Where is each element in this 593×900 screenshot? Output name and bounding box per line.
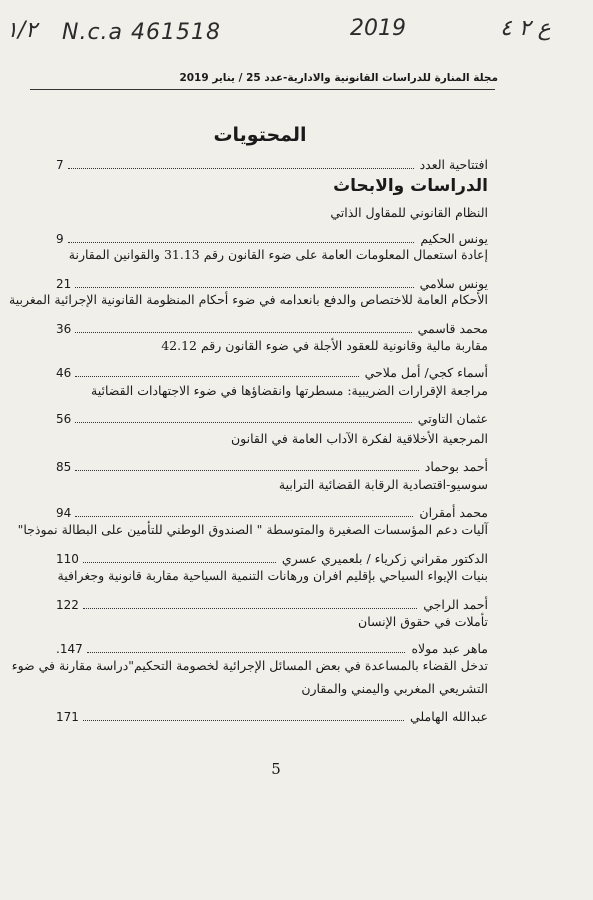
- toc-entry: [56, 702, 488, 724]
- handwritten-note: 2019: [350, 16, 406, 41]
- section-title: الدراسات والابحاث: [333, 176, 488, 196]
- toc-entry: [56, 358, 488, 380]
- dot-leader: [75, 274, 413, 288]
- toc-entry-title: المرجعية الأخلاقية لفكرة الآداب العامة في القانون: [230, 431, 488, 446]
- toc-entry: [56, 634, 488, 656]
- toc-page-number: 171: [56, 710, 79, 724]
- toc-author: أسماء كجي/ أمل ملاحي: [364, 365, 488, 380]
- toc-author: أحمد الراجي: [423, 597, 488, 612]
- dot-leader: [75, 457, 418, 471]
- contents-title: المحتويات: [213, 124, 307, 146]
- toc-entry: [56, 269, 488, 291]
- toc-author: محمد قاسمي: [417, 321, 488, 336]
- toc-entry-title: التشريعي المغربي واليمني والمقارن: [301, 681, 488, 696]
- dot-leader: [83, 549, 276, 563]
- toc-page-number: 85: [56, 460, 72, 474]
- toc-entry-title: مراجعة الإقرارات الضريبية: مسطرتها وانقضاؤها في ضوء الاجتهادات القضائية: [91, 383, 488, 398]
- dot-leader: [83, 595, 417, 609]
- header-divider: [30, 89, 495, 90]
- handwritten-note: N.c.a 461518: [62, 20, 221, 45]
- toc-page-number: 7: [56, 158, 64, 172]
- toc-page-number: 9: [56, 232, 64, 246]
- dot-leader: [83, 707, 404, 721]
- toc-author: عثمان التاوتي: [417, 411, 488, 426]
- toc-page-number: 94: [56, 506, 72, 520]
- toc-entry-title: النظام القانوني للمقاول الذاتي: [330, 205, 488, 220]
- toc-author: يونس سلامي: [419, 276, 488, 291]
- toc-entry-title: آليات دعم المؤسسات الصغيرة والمتوسطة " الصندوق الوطني للتأمين على البطالة نموذجا": [17, 522, 488, 537]
- toc-author: يونس الحكيم: [420, 231, 488, 246]
- dot-leader: [75, 363, 358, 377]
- toc-page-number: 46: [56, 366, 72, 380]
- toc-entry: [56, 590, 488, 612]
- toc-entry-title: إعادة استعمال المعلومات العامة على ضوء القانون رقم 31.13 والقوانين المقارنة: [68, 247, 488, 262]
- dot-leader: [75, 503, 413, 517]
- toc-entry-title: افتتاحية العدد: [419, 157, 488, 172]
- toc-entry-title: تأملات في حقوق الإنسان: [358, 614, 488, 629]
- toc-page-number: 56: [56, 412, 72, 426]
- handwritten-notes: [0, 14, 593, 54]
- toc-page-number: 110: [56, 552, 79, 566]
- dot-leader: [87, 639, 406, 653]
- toc-author: عبدالله الهاملي: [410, 709, 488, 724]
- toc-entry-title: سوسيو-اقتصادية الرقابة القضائية الترابية: [278, 477, 488, 492]
- dot-leader: [75, 409, 412, 423]
- toc-entry: [56, 452, 488, 474]
- toc-page-number: 36: [56, 322, 72, 336]
- handwritten-note: ١/٢: [6, 18, 38, 43]
- toc-author: أحمد بوحماد: [424, 459, 488, 474]
- toc-entry-title: الأحكام العامة للاختصاص والدفع بانعدامه في ضوء أحكام المنظومة القانونية الإجرائية المغربية: [9, 292, 488, 307]
- toc-author: الدكتور مقراني زكرياء / بلعميري عسري: [281, 551, 488, 566]
- toc-entry-title: بنيات الإيواء السياحي بإقليم افران ورهانات التنمية السياحية مقاربة قانونية وجغرافية: [57, 568, 488, 583]
- toc-entry: [56, 224, 488, 246]
- toc-page-number: .147: [56, 642, 83, 656]
- page-number: 5: [271, 760, 281, 778]
- dot-leader: [68, 229, 415, 243]
- toc-author: محمد أمقران: [419, 505, 488, 520]
- handwritten-note: ع ٢ ٤: [500, 16, 551, 41]
- toc-entry-title: تدخل القضاء بالمساعدة في بعض المسائل الإجرائية لخصومة التحكيم"دراسة مقارنة في ضوء: [11, 658, 488, 673]
- toc-page-number: 122: [56, 598, 79, 612]
- toc-entry: [56, 404, 488, 426]
- journal-header: مجلة المنارة للدراسات القانونية والادارية-عدد 25 / يناير 2019: [179, 72, 498, 84]
- dot-leader: [68, 155, 414, 169]
- toc-entry: [56, 544, 488, 566]
- toc-entry: [56, 314, 488, 336]
- toc-page-number: 21: [56, 277, 72, 291]
- toc-entry-title: مقاربة مالية وقانونية للعقود الأجلة في ضوء القانون رقم 42.12: [161, 338, 488, 353]
- toc-opening: [56, 150, 488, 172]
- toc-entry: [56, 498, 488, 520]
- dot-leader: [75, 319, 411, 333]
- toc-author: ماهر عبد مولاه: [411, 641, 488, 656]
